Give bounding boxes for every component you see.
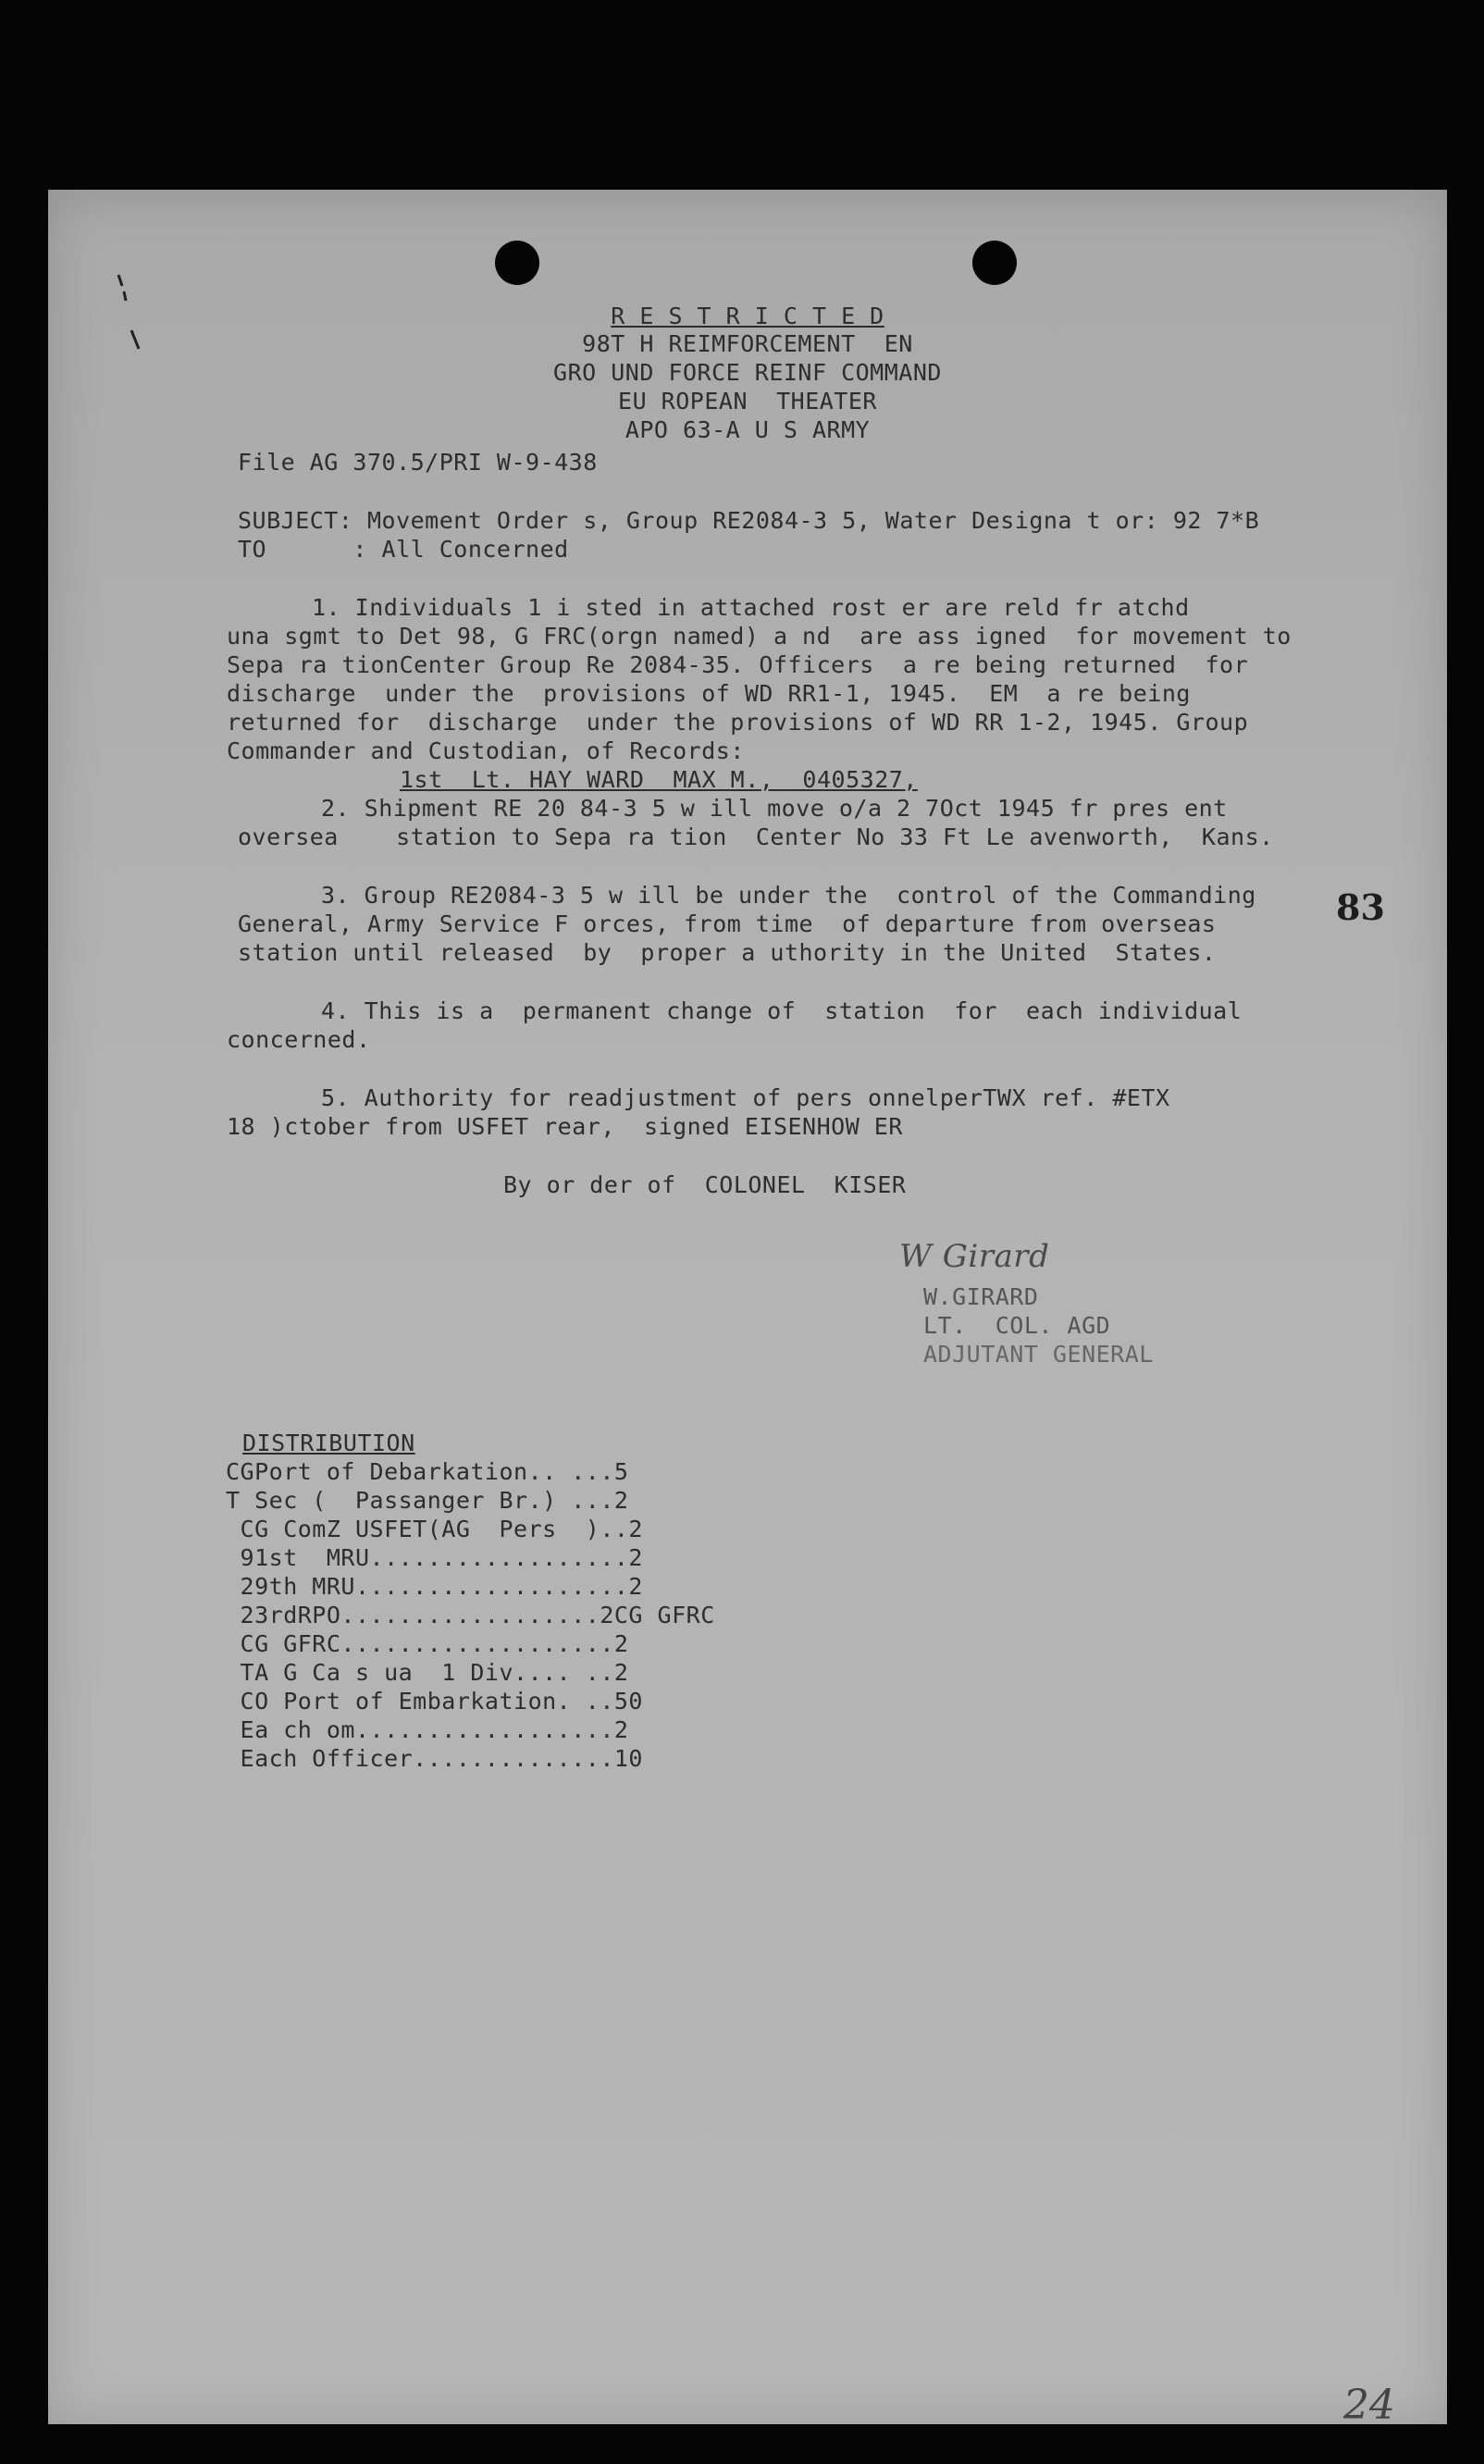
handwritten-signature: W Girard: [899, 1238, 1050, 1275]
para3-line3: station until released by proper a uthority in the United States.: [238, 939, 1217, 966]
distribution-item: Each Officer..............10: [226, 1745, 643, 1772]
para1-line4: discharge under the provisions of WD RR1-1, 1945. EM a re being: [227, 680, 1191, 707]
command-heading: GRO UND FORCE REINF COMMAND: [553, 359, 942, 386]
distribution-item: 91st MRU..................2: [226, 1544, 643, 1571]
para1-line5: returned for discharge under the provisions of WD RR 1-2, 1945. Group: [227, 709, 1249, 736]
para1-line3: Sepa ra tionCenter Group Re 2084-35. Officers a re being returned for: [227, 651, 1249, 678]
distribution-item: CG ComZ USFET(AG Pers )..2: [226, 1516, 643, 1542]
punch-hole-right: [972, 241, 1017, 285]
distribution-item: Ea ch om..................2: [226, 1716, 629, 1743]
distribution-title: DISTRIBUTION: [242, 1430, 415, 1456]
file-reference: File AG 370.5/PRI W-9-438: [238, 449, 598, 476]
restricted-heading: R E S T R I C T E D: [611, 303, 884, 329]
distribution-item: 29th MRU...................2: [226, 1573, 643, 1600]
punch-hole-left: [495, 241, 539, 285]
distribution-item: 23rdRPO..................2CG GFRC: [226, 1602, 715, 1628]
subject-line: SUBJECT: Movement Order s, Group RE2084-3 5, Water Designa t or: 92 7*B: [238, 507, 1260, 534]
para1-line2: una sgmt to Det 98, G FRC(orgn named) a nd are ass igned for movement to: [227, 623, 1292, 650]
theater-heading: EU ROPEAN THEATER: [618, 388, 877, 415]
custodian-name: 1st Lt. HAY WARD MAX M., 0405327,: [400, 766, 918, 793]
distribution-item: TA G Ca s ua 1 Div.... ..2: [226, 1659, 629, 1686]
unit-heading: 98T H REIMFORCEMENT EN: [582, 330, 913, 357]
by-order-line: By or der of COLONEL KISER: [503, 1171, 907, 1198]
para4-line1: 4. This is a permanent change of station for each individual: [321, 997, 1243, 1024]
para2-line1: 2. Shipment RE 20 84-3 5 w ill move o/a 2 7Oct 1945 fr pres ent: [321, 795, 1228, 822]
para1-line6: Commander and Custodian, of Records:: [227, 737, 745, 764]
para3-line1: 3. Group RE2084-3 5 w ill be under the control of the Commanding: [321, 882, 1256, 909]
page-number: 83: [1336, 886, 1385, 928]
para5-line1: 5. Authority for readjustment of pers onnelperTWX ref. #ETX: [321, 1084, 1170, 1111]
corner-handwritten-number: 24: [1343, 2382, 1395, 2429]
para4-line2: concerned.: [227, 1026, 371, 1053]
apo-heading: APO 63-A U S ARMY: [625, 416, 871, 443]
para1-line1: 1. Individuals 1 i sted in attached rost er are reld fr atchd: [312, 594, 1190, 621]
distribution-item: CO Port of Embarkation. ..50: [226, 1688, 643, 1715]
signer-title: ADJUTANT GENERAL: [923, 1341, 1154, 1368]
distribution-item: CG GFRC...................2: [226, 1630, 629, 1657]
signer-name: W.GIRARD: [923, 1283, 1039, 1310]
to-line: TO : All Concerned: [238, 536, 569, 563]
para2-line2: oversea station to Sepa ra tion Center No 33 Ft Le avenworth, Kans.: [238, 823, 1274, 850]
signer-rank: LT. COL. AGD: [923, 1312, 1111, 1339]
document-page: [48, 190, 1447, 2424]
para5-line2: 18 )ctober from USFET rear, signed EISENHOW ER: [227, 1113, 903, 1140]
distribution-item: T Sec ( Passanger Br.) ...2: [226, 1487, 629, 1514]
para3-line2: General, Army Service F orces, from time of departure from overseas: [238, 910, 1217, 937]
distribution-item: CGPort of Debarkation.. ...5: [226, 1458, 629, 1485]
